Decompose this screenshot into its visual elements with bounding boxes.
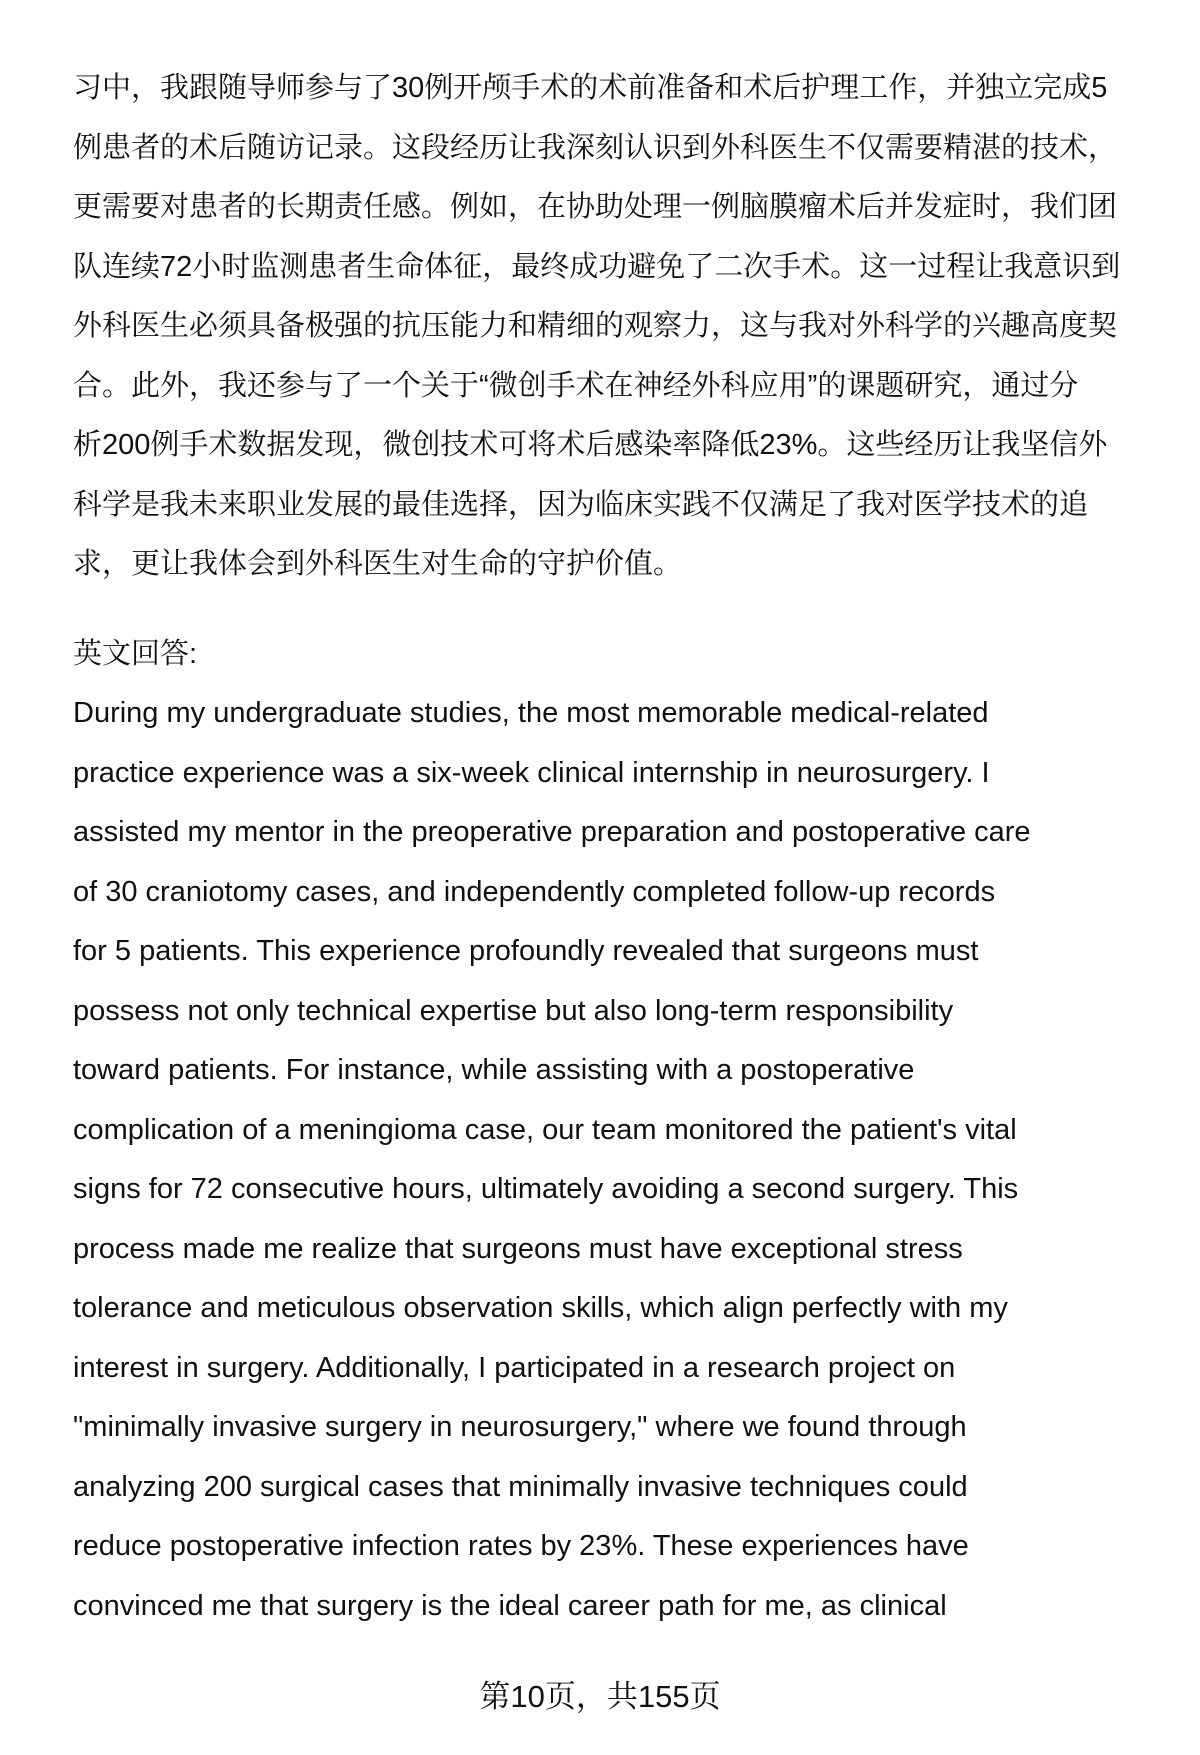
text-line: 求，更让我体会到外科医生对生命的守护价值。 [73, 548, 683, 580]
chinese-answer-paragraph [73, 59, 1153, 595]
text-line: 科学是我未来职业发展的最佳选择，因为临床实践不仅满足了我对医学技术的追 [73, 488, 1089, 521]
text-line: "minimally invasive surgery in neurosurgery," where we found through [73, 1411, 967, 1443]
text-line: assisted my mentor in the preoperative preparation and postoperative care [73, 816, 1031, 848]
text-line: During my undergraduate studies, the most memorable medical-related [73, 697, 989, 729]
english-answer-heading: 英文回答: [73, 638, 198, 670]
text-line: signs for 72 consecutive hours, ultimately avoiding a second surgery. This [73, 1173, 1019, 1205]
text-line: of 30 craniotomy cases, and independently completed follow-up records [73, 875, 996, 908]
text-line: 外科医生必须具备极强的抗压能力和精细的观察力，这与我对外科学的兴趣高度契 [73, 310, 1118, 342]
text-line: process made me realize that surgeons must have exceptional stress [73, 1232, 963, 1265]
text-line: reduce postoperative infection rates by 23%. These experiences have [73, 1530, 969, 1562]
text-line: 队连续72小时监测患者生命体征，最终成功避免了二次手术。这一过程让我意识到 [73, 250, 1121, 283]
text-line: 习中，我跟随导师参与了30例开颅手术的术前准备和术后护理工作，并独立完成5 [73, 72, 1108, 104]
text-line: convinced me that surgery is the ideal career path for me, as clinical [73, 1589, 947, 1622]
text-line: possess not only technical expertise but also long-term responsibility [73, 994, 954, 1027]
text-line: 合。此外，我还参与了一个关于“微创手术在神经外科应用”的课题研究，通过分 [73, 369, 1079, 402]
page-number-footer: 第10页，共155页 [479, 1679, 721, 1714]
text-line: 析200例手术数据发现，微创技术可将术后感染率降低23%。这些经历让我坚信外 [73, 429, 1108, 461]
text-line: analyzing 200 surgical cases that minimally invasive techniques could [73, 1470, 968, 1503]
text-line: interest in surgery. Additionally, I participated in a research project on [73, 1351, 956, 1384]
text-line: tolerance and meticulous observation skills, which align perfectly with my [73, 1292, 1008, 1324]
text-line: practice experience was a six-week clinical internship in neurosurgery. I [73, 756, 990, 789]
english-answer-paragraph [73, 684, 1153, 1636]
text-line: toward patients. For instance, while assisting with a postoperative [73, 1054, 915, 1086]
text-line: for 5 patients. This experience profoundly revealed that surgeons must [73, 935, 979, 967]
text-line: complication of a meningioma case, our team monitored the patient's vital [73, 1113, 1017, 1146]
text-line: 更需要对患者的长期责任感。例如，在协助处理一例脑膜瘤术后并发症时，我们团 [73, 191, 1118, 223]
text-line: 例患者的术后随访记录。这段经历让我深刻认识到外科医生不仅需要精湛的技术， [73, 131, 1118, 164]
